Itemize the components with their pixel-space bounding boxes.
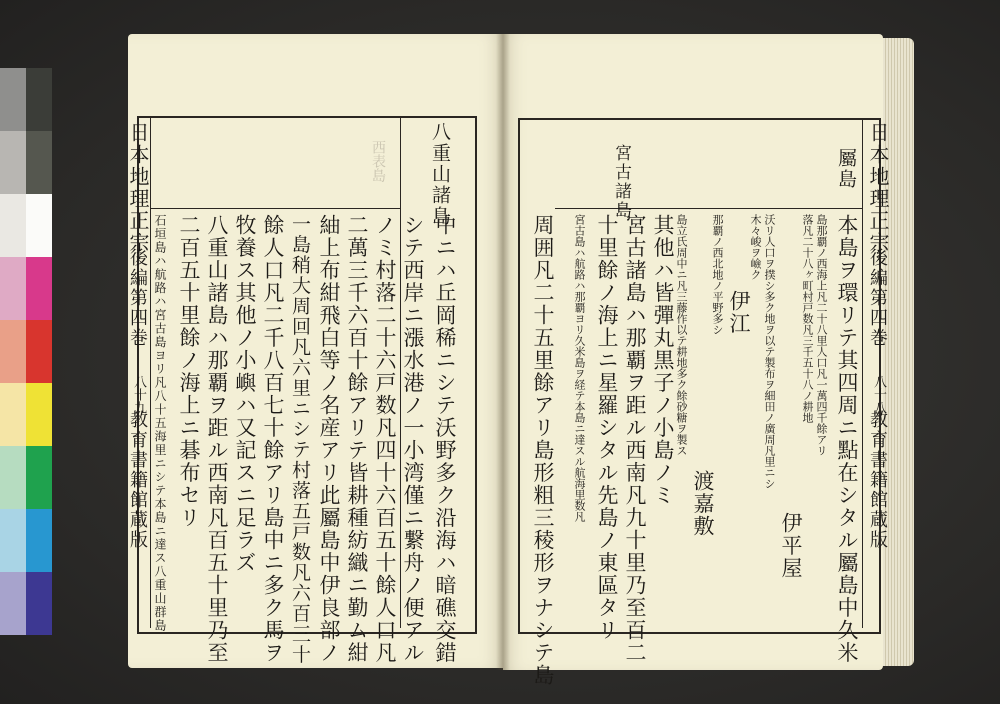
- left-col-4: 二萬三千六百十餘アリテ皆耕種紡織ニ勤ム紺: [345, 214, 369, 664]
- left-margin-title: 日本地理正宗: [126, 122, 150, 254]
- right-margin-title: 日本地理正宗: [866, 122, 890, 254]
- right-col-14: 宮古島ハ航路ハ那覇ヨリ久米島ヲ経テ本島ニ達スル航海里数凡: [573, 214, 586, 522]
- right-col-7-ie: 伊江: [727, 290, 751, 335]
- right-margin-publisher: 教育書籍館蔵版: [867, 410, 888, 550]
- left-margin-publisher: 教育書籍館蔵版: [127, 410, 148, 550]
- right-col-11: 其他ハ皆彈丸黒子ノ小島ノミ: [651, 214, 675, 507]
- left-col-6: 一島稍大周回凡六里ニシテ村落五戸数凡六百三十: [289, 214, 311, 665]
- right-col-5: 沃リ人口ヲ撲シ多ク地ヲ以テ製布ヲ細田ノ廣周凡里ニシ: [763, 214, 776, 489]
- left-col-9: 八重山諸島ハ那覇ヲ距ル西南凡百五十里乃至: [205, 214, 229, 664]
- right-col-15: 周囲凡二十五里餘アリ島形粗三稜形ヲナシテ島: [531, 214, 555, 687]
- right-col-10: 島立氏周中ニ凡三藤作以テ耕地多ク餘砂糖ヲ製ス: [675, 214, 688, 456]
- right-margin-rule: [862, 120, 863, 628]
- right-margin-leaf: 八十八: [871, 375, 886, 414]
- right-col-4-ihiya: 伊平屋: [779, 512, 803, 580]
- left-margin-volume: 後編第四巻: [127, 248, 148, 348]
- left-margin-leaf: 八十九: [131, 375, 146, 414]
- left-col-10: 二百五十里餘ノ海上ニ碁布セリ: [177, 214, 201, 529]
- left-col-11: 石垣島ハ航路ハ宮古島ヨリ凡八十五海里ニシテ本島ニ達ス八重山群島: [153, 214, 167, 633]
- left-col-7: 餘人口凡二千八百七十餘アリ島中ニ多ク馬ヲ: [261, 214, 285, 664]
- ownership-stamp: 西表島: [370, 140, 386, 182]
- right-col-2: 島那覇ノ西海上凡二十八里人口凡一萬四千餘アリ: [815, 214, 828, 456]
- left-col-8: 牧養ス其他ノ小嶼ハ又記スニ足ラズ: [233, 214, 257, 574]
- right-margin-volume: 後編第四巻: [867, 248, 888, 348]
- right-col-3: 落凡二十八ヶ町村戸数凡三千五十八ノ耕地: [801, 214, 814, 423]
- left-col-2: シテ西岸ニ漲水港ノ一小湾僅ニ繋舟ノ便アル: [401, 214, 425, 664]
- shoto-heading: 屬島: [835, 148, 857, 190]
- book-gutter: [496, 34, 510, 670]
- yaeyama-heading: 八重山諸島: [429, 122, 451, 227]
- left-margin-rule: [150, 118, 151, 628]
- right-col-9-tokashiki: 渡嘉敷: [691, 470, 715, 538]
- miyako-heading: 宮古諸島: [611, 144, 631, 220]
- left-col-5: 紬上布紺飛白等ノ名産アリ此屬島中伊良部ノ: [317, 214, 341, 664]
- right-col-1: 本島ヲ環リテ其四周ニ點在シタル屬島中久米: [835, 214, 859, 664]
- right-body-top-rule: [555, 208, 862, 209]
- right-col-6: 木々峻ヲ嶮ク: [749, 214, 762, 280]
- left-col-3: ノミ村落二十六戸数凡四十六百五十餘人口凡: [373, 214, 397, 664]
- right-col-8: 那覇ノ西北地ノ平野多シ: [711, 214, 724, 335]
- right-col-13: 十里餘ノ海上ニ星羅シタル先島ノ東區タリ: [595, 214, 619, 642]
- color-checker: [0, 68, 52, 634]
- right-col-12: 宮古諸島ハ那覇ヲ距ル西南凡九十里乃至百二: [623, 214, 647, 664]
- left-col-1: 中ニハ丘岡稀ニシテ沃野多ク沿海ハ暗礁交錯: [433, 214, 457, 664]
- left-body-top-rule: [150, 208, 400, 209]
